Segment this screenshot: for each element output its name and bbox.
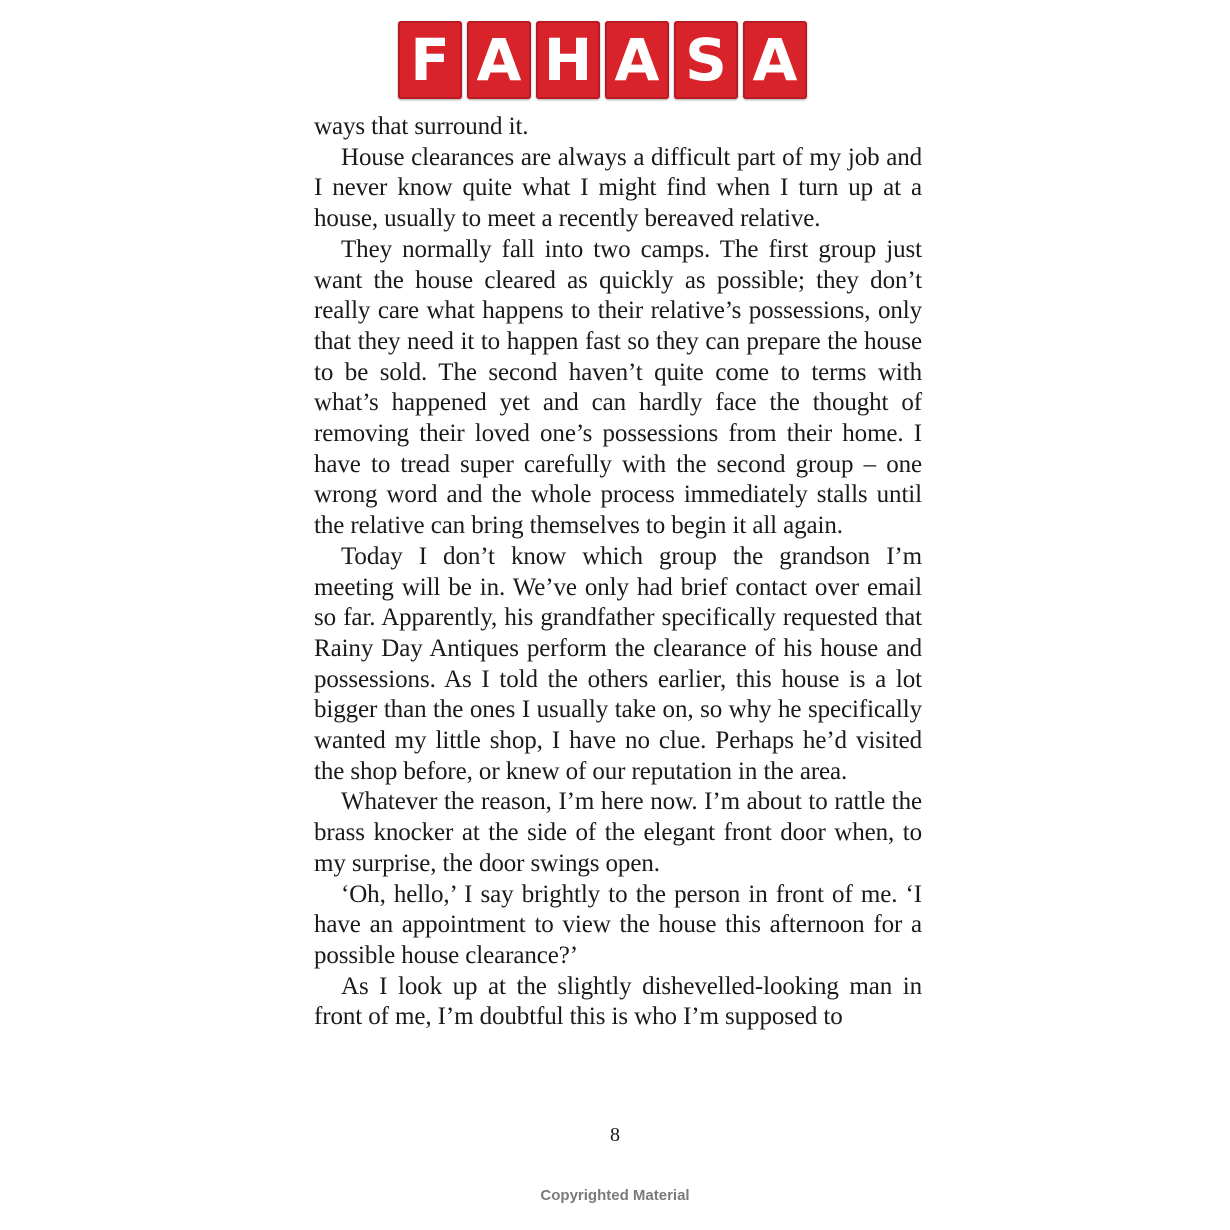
logo-letter: A — [743, 21, 807, 99]
fahasa-logo — [398, 21, 807, 99]
logo-letter: A — [605, 21, 669, 99]
logo-letter: H — [536, 21, 600, 99]
paragraph: Today I don’t know which group the grandson I’m meeting will be in. We’ve only had brief contact over email so far. Apparently, his grandfather specifically requested that Rainy Day Antiques perform the clearance of his house and possessions. As I told the others earlier, this house is a lot bigger than the ones I usually take on, so why he specifically wanted my little shop, I have no clue. Perhaps he’d visited the shop before, or knew of our reputation in the area. — [314, 542, 922, 785]
book-page-text — [314, 112, 922, 1033]
page-number: 8 — [610, 1124, 620, 1146]
paragraph: As I look up at the slightly dishevelled-looking man in front of me, I’m doubtful this is who I’m supposed to — [314, 972, 922, 1031]
paragraph: ways that surround it. — [314, 113, 529, 140]
logo-letter: F — [398, 21, 462, 99]
paragraph: They normally fall into two camps. The first group just want the house cleared as quickly as possible; they don’t really care what happens to their relative’s possessions, only that they need it to happen fast so they can prepare the house to be sold. The second haven’t quite come to terms with what’s happened yet and can hardly face the thought of removing their loved one’s possessions from their home. I have to tread super carefully with the second group – one wrong word and the whole process immediately stalls until the relative can bring themselves to begin it all again. — [314, 235, 922, 540]
paragraph: ‘Oh, hello,’ I say brightly to the person in front of me. ‘I have an appointment to view the house this afternoon for a possible house clearance?’ — [314, 880, 922, 969]
logo-letter: S — [674, 21, 738, 99]
paragraph: Whatever the reason, I’m here now. I’m about to rattle the brass knocker at the side of the elegant front door when, to my surprise, the door swings open. — [314, 788, 922, 877]
logo-letter: A — [467, 21, 531, 99]
copyright-notice: Copyrighted Material — [540, 1187, 690, 1204]
paragraph: House clearances are always a difficult part of my job and I never know quite what I might find when I turn up at a house, usually to meet a recently bereaved relative. — [314, 143, 922, 233]
